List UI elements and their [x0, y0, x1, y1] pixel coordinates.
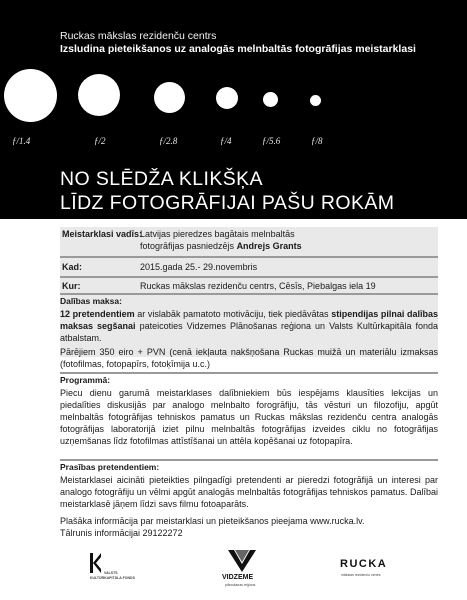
participation-paragraph-1 — [60, 308, 438, 344]
when-value: 2015.gada 25.- 29.novembris — [140, 262, 258, 272]
vidzeme-logo-mark — [222, 548, 262, 574]
participation-title: Dalības maksa: — [60, 296, 122, 306]
aperture-circle-4 — [216, 87, 238, 109]
headline-line-2: LĪDZ FOTOGRĀFIJAI PAŠU ROKĀM — [60, 192, 395, 214]
aperture-circle-2 — [78, 74, 120, 116]
requirements-section — [60, 461, 438, 510]
program-text: Piecu dienu garumā meistarklases dalībniekiem būs iespējams klausīties lekcijas un piedalīties diskusijās par analogo melnbalto forogrāfiju, tās vēsturi un filozofiju, apgūt melnbaltās fotogrāfijas tehniskos pamatus un Ruckas mākslas rezidenču centra analogās fotogrāfijas laboratorijā iziet pilnu melnbaltās fotogrāfijas izveides ciklu no fotogrāfijas uzņemšanas līdz fotofilmas attīstīšanai un attēla kopēšanai uz fotopapīra. — [60, 388, 438, 446]
rucka-logo-text: RUCKA — [340, 558, 388, 570]
aperture-circle-2-8 — [154, 82, 185, 113]
scholarship-count: 12 pretendentiem — [60, 309, 135, 319]
vkkf-logo — [90, 553, 150, 583]
requirements-title: Prasības pretendentiem: — [60, 462, 160, 472]
participation-paragraph-2: Pārējiem 350 eiro + PVN (cenā iekļauta nakšņošana Ruckas muižā un materiālu izmaksas (fotofilmas, fotopapīrs, fotoķīmija u.c.) — [60, 347, 438, 369]
instructors-line-2 — [140, 240, 302, 252]
more-info-line: Plašāka informācija par meistarklasi un pieteikšanos pieejama www.rucka.lv. — [60, 516, 365, 526]
phone-line: Tālrunis informācijai 29122272 — [60, 528, 183, 538]
program-title: Programmā: — [60, 375, 111, 385]
organization-name: Ruckas mākslas rezidenču centrs — [60, 30, 217, 42]
participation-section — [60, 295, 438, 344]
vidzeme-logo-subtext: plānošanas reģions — [225, 583, 256, 587]
aperture-label: ƒ/2 — [94, 136, 106, 146]
aperture-label: ƒ/1.4 — [12, 136, 31, 146]
header-banner — [0, 0, 467, 219]
vidzeme-logo-text: VIDZEME — [222, 574, 254, 581]
aperture-circle-8 — [310, 95, 321, 106]
instructor-name: Andrejs Grants — [236, 241, 302, 251]
aperture-label: ƒ/2.8 — [159, 136, 178, 146]
divider — [60, 276, 438, 278]
rucka-logo-subtext: mākslas rezidenču centrs — [341, 573, 381, 577]
program-section — [60, 374, 438, 447]
vidzeme-logo — [222, 548, 262, 588]
participation-text: pateicoties Vidzemes Plānošanas reģiona un Valsts Kultūrkapitāla fonda atbalstam. — [60, 321, 438, 343]
instructors-prefix: fotogrāfijas pasniedzējs — [140, 241, 237, 251]
when-label: Kad: — [62, 262, 82, 272]
where-value: Ruckas mākslas rezidenču centrs, Cēsīs, Piebalgas iela 19 — [140, 281, 376, 291]
where-label: Kur: — [62, 281, 81, 291]
requirements-text: Meistarklasei aicināti pieteikties pilngadīgi pretendenti ar pieredzi fotogrāfijā un interesi par analogo fotogrāfiju un vēlmi apgūt analogās melnbaltās fotogrāfijas tehniskos pamatus. Dalībai meistarklasē jāņem līdzi savs filmu fotoaparāts. — [60, 475, 438, 509]
announcement-subtitle: Izsludina pieteikšanos uz analogās melnbaltās fotogrāfijas meistarklasi — [60, 43, 416, 55]
vkkf-logo-text: VALSTS — [104, 571, 118, 575]
aperture-label: ƒ/4 — [220, 136, 232, 146]
aperture-circle-5-6 — [263, 92, 278, 107]
aperture-circle-1-4 — [4, 69, 57, 122]
instructors-label: Meistarklasi vadīs: — [62, 229, 143, 239]
contact-info — [60, 515, 364, 539]
rucka-logo — [340, 558, 395, 580]
divider — [60, 256, 438, 258]
vkkf-logo-mark — [90, 553, 102, 573]
scholarship-highlight: stipendijas pilnai dalības maksas segšanai — [60, 309, 438, 331]
vkkf-logo-text: KULTŪRKAPITĀLA FONDS — [90, 576, 135, 580]
aperture-label: ƒ/5.6 — [262, 136, 281, 146]
headline-line-1: NO SLĒDŽA KLIKŠĶA — [60, 168, 263, 190]
participation-text: ar vislabāk pamatoto motivāciju, tiek piedāvātas — [134, 309, 332, 319]
aperture-label: ƒ/8 — [311, 136, 323, 146]
instructors-line-1: Latvijas pieredzes bagātais melnbaltās — [140, 229, 295, 239]
